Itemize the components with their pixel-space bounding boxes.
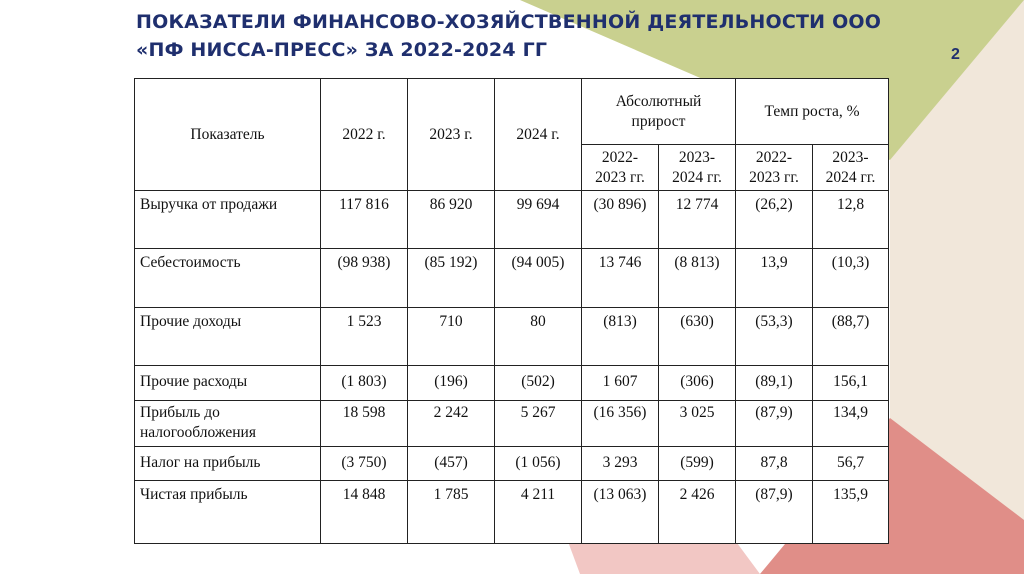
cell-2024: (1 056) xyxy=(495,447,582,481)
cell-2022: 117 816 xyxy=(321,191,408,249)
cell-2024: 4 211 xyxy=(495,481,582,544)
cell-rate-2023-2024: 134,9 xyxy=(813,400,889,446)
cell-2022: (1 803) xyxy=(321,366,408,400)
table-row xyxy=(135,447,889,481)
slide-title-line-1: ПОКАЗАТЕЛИ ФИНАНСОВО-ХОЗЯЙСТВЕННОЙ ДЕЯТЕЛЬНОСТИ ООО xyxy=(136,11,882,33)
cell-abs-2022-2023: (813) xyxy=(582,307,659,365)
cell-abs-2022-2023: 13 746 xyxy=(582,249,659,307)
cell-2024: (94 005) xyxy=(495,249,582,307)
cell-2023: 710 xyxy=(408,307,495,365)
slide-title-line-2: «ПФ НИССА-ПРЕСС» ЗА 2022-2024 ГГ xyxy=(136,39,548,61)
cell-2022: 18 598 xyxy=(321,400,408,446)
table-row xyxy=(135,191,889,249)
cell-rate-2023-2024: 135,9 xyxy=(813,481,889,544)
cell-abs-2023-2024: (630) xyxy=(659,307,736,365)
header-indicator: Показатель xyxy=(135,79,321,191)
cell-2023: (196) xyxy=(408,366,495,400)
cell-2024: 80 xyxy=(495,307,582,365)
cell-2023: (85 192) xyxy=(408,249,495,307)
cell-2023: 2 242 xyxy=(408,400,495,446)
header-2022: 2022 г. xyxy=(321,79,408,191)
cell-abs-2023-2024: 2 426 xyxy=(659,481,736,544)
cell-rate-2023-2024: 12,8 xyxy=(813,191,889,249)
table-header-row xyxy=(135,79,889,145)
row-name: Выручка от продажи xyxy=(135,191,321,249)
cell-rate-2022-2023: 87,8 xyxy=(736,447,813,481)
cell-abs-2022-2023: 1 607 xyxy=(582,366,659,400)
cell-2022: 14 848 xyxy=(321,481,408,544)
table-row xyxy=(135,366,889,400)
header-2024: 2024 г. xyxy=(495,79,582,191)
cell-2024: 5 267 xyxy=(495,400,582,446)
row-name: Прочие расходы xyxy=(135,366,321,400)
cell-rate-2022-2023: (87,9) xyxy=(736,400,813,446)
cell-rate-2022-2023: (53,3) xyxy=(736,307,813,365)
subheader-abs-2023-2024: 2023- 2024 гг. xyxy=(659,145,736,191)
cell-2022: (98 938) xyxy=(321,249,408,307)
row-name: Налог на прибыль xyxy=(135,447,321,481)
cell-abs-2022-2023: (16 356) xyxy=(582,400,659,446)
table-row xyxy=(135,249,889,307)
financial-table-container xyxy=(134,78,888,544)
cell-abs-2022-2023: 3 293 xyxy=(582,447,659,481)
cell-2023: (457) xyxy=(408,447,495,481)
cell-rate-2022-2023: (87,9) xyxy=(736,481,813,544)
cell-rate-2022-2023: 13,9 xyxy=(736,249,813,307)
table-row xyxy=(135,400,889,446)
cell-2023: 86 920 xyxy=(408,191,495,249)
subheader-rate-2023-2024: 2023- 2024 гг. xyxy=(813,145,889,191)
table-row xyxy=(135,481,889,544)
cell-rate-2022-2023: (26,2) xyxy=(736,191,813,249)
cell-rate-2023-2024: 56,7 xyxy=(813,447,889,481)
row-name: Чистая прибыль xyxy=(135,481,321,544)
row-name: Себестоимость xyxy=(135,249,321,307)
cell-rate-2023-2024: 156,1 xyxy=(813,366,889,400)
header-2023: 2023 г. xyxy=(408,79,495,191)
cell-abs-2023-2024: 3 025 xyxy=(659,400,736,446)
financial-indicators-table xyxy=(134,78,889,544)
cell-rate-2023-2024: (10,3) xyxy=(813,249,889,307)
cell-abs-2022-2023: (30 896) xyxy=(582,191,659,249)
cell-2022: 1 523 xyxy=(321,307,408,365)
cell-2022: (3 750) xyxy=(321,447,408,481)
slide-number: 2 xyxy=(951,46,960,63)
cell-abs-2023-2024: (599) xyxy=(659,447,736,481)
table-row xyxy=(135,307,889,365)
slide-title xyxy=(136,8,976,64)
cell-rate-2023-2024: (88,7) xyxy=(813,307,889,365)
cell-rate-2022-2023: (89,1) xyxy=(736,366,813,400)
row-name: Прибыль до налогообложения xyxy=(135,400,321,446)
subheader-abs-2022-2023: 2022- 2023 гг. xyxy=(582,145,659,191)
header-absolute-growth: Абсолютный прирост xyxy=(582,79,736,145)
cell-abs-2023-2024: (8 813) xyxy=(659,249,736,307)
cell-abs-2023-2024: 12 774 xyxy=(659,191,736,249)
cell-2024: 99 694 xyxy=(495,191,582,249)
cell-abs-2022-2023: (13 063) xyxy=(582,481,659,544)
cell-2024: (502) xyxy=(495,366,582,400)
cell-2023: 1 785 xyxy=(408,481,495,544)
row-name: Прочие доходы xyxy=(135,307,321,365)
header-growth-rate: Темп роста, % xyxy=(736,79,889,145)
subheader-rate-2022-2023: 2022- 2023 гг. xyxy=(736,145,813,191)
cell-abs-2023-2024: (306) xyxy=(659,366,736,400)
